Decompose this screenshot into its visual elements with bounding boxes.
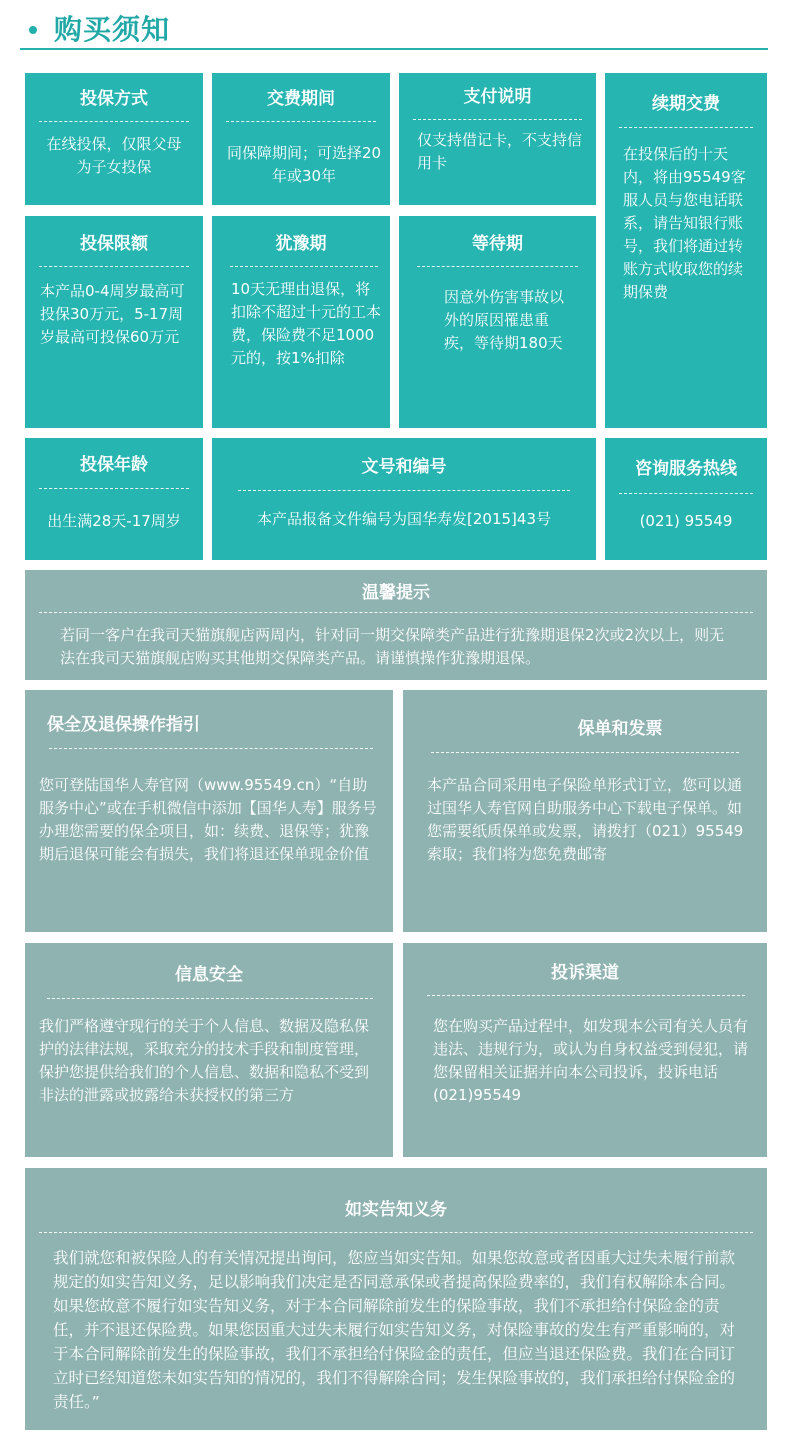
box-insure-method: [25, 73, 203, 205]
box-hesitation: [212, 216, 390, 428]
box-title: 续期交费: [652, 94, 720, 114]
box-text: 10天无理由退保，将扣除不超过十元的工本费，保险费不足1000元的，按1%扣除: [231, 280, 382, 367]
box-text: 本产品0-4周岁最高可投保30万元，5-17周岁最高可投保60万元: [40, 282, 185, 346]
divider: [417, 266, 578, 267]
box-policy-invoice: [403, 690, 767, 932]
box-title: 温馨提示: [362, 583, 430, 603]
box-operation-guide: [25, 690, 393, 932]
box-warm-tip: [25, 570, 767, 680]
box-title: 投保年龄: [80, 455, 148, 475]
box-text: 在线投保，仅限父母为子女投保: [46, 135, 182, 176]
divider: [39, 612, 753, 613]
divider: [619, 127, 753, 128]
divider: [619, 493, 753, 494]
box-title: 文号和编号: [361, 457, 447, 477]
divider: [230, 266, 378, 267]
box-text: (021) 95549: [639, 512, 733, 530]
box-info-security: [25, 943, 393, 1157]
header-divider: [20, 48, 768, 50]
box-title: 犹豫期: [275, 234, 327, 254]
box-text: 仅支持借记卡，不支持信用卡: [417, 131, 583, 172]
divider: [39, 266, 189, 267]
divider: [49, 748, 373, 749]
divider: [39, 488, 189, 489]
box-waiting: [399, 216, 596, 428]
box-text: 本产品报备文件编号为国华寿发[2015]43号: [257, 510, 551, 528]
divider: [39, 1232, 753, 1233]
box-title: 信息安全: [175, 965, 243, 985]
box-insure-age: [25, 438, 203, 560]
box-text: 您可登陆国华人寿官网（www.95549.cn）“自助服务中心”或在手机微信中添加【国华人寿】服务号办理您需要的保全项目，如：续费、退保等；犹豫期后退保可能会有损失，我们将退还保单现金价值: [39, 776, 377, 863]
box-text: 同保障期间；可选择20年或30年: [226, 144, 382, 185]
divider: [427, 995, 745, 996]
box-text: 若同一客户在我司天猫旗舰店两周内，针对同一期交保障类产品进行犹豫期退保2次或2次以上，则无法在我司天猫旗舰店购买其他期交保障类产品。请谨慎操作犹豫期退保。: [60, 626, 725, 667]
box-title: 投保方式: [80, 89, 148, 109]
box-title: 如实告知义务: [345, 1200, 447, 1220]
divider: [47, 998, 373, 999]
box-title: 投保限额: [80, 234, 148, 254]
box-title: 支付说明: [463, 87, 532, 107]
box-title: 交费期间: [267, 89, 335, 109]
box-title: 保全及退保操作指引: [47, 715, 200, 735]
box-text: 我们就您和被保险人的有关情况提出询问，您应当如实告知。如果您故意或者因重大过失未履行前款规定的如实告知义务，足以影响我们决定是否同意承保或者提高保险费率的，我们有权解除本合同。如果您故意不履行如实告知义务，对于本合同解除前发生的保险事故，我们不承担给付保险金的责任，并不退还保险费。如果您因重大过失未履行如实告知义务，对保险事故的发生有严重影响的，对于本合同解除前发生的保险事故，我们不承担给付保险金的责任，但应当退还保险费。我们在合同订立时已经知道您未如实告知的情况的，我们不得解除合同；发生保险事故的，我们承担给付保险金的责任。”: [53, 1249, 736, 1411]
box-text: 在投保后的十天内，将由95549客服人员与您电话联系，请告知银行账号，我们将通过转账方式收取您的续期保费: [623, 145, 746, 301]
box-disclosure-duty: [25, 1168, 767, 1430]
box-text: 我们严格遵守现行的关于个人信息、数据及隐私保护的法律法规，采取充分的技术手段和制度管理，保护您提供给我们的个人信息、数据和隐私不受到非法的泄露或披露给未获授权的第三方: [39, 1017, 370, 1104]
divider: [238, 490, 570, 491]
box-text: 您在购买产品过程中，如发现本公司有关人员有违法、违规行为，或认为自身权益受到侵犯，请您保留相关证据并向本公司投诉，投诉电话(021)95549: [433, 1017, 749, 1104]
box-title: 投诉渠道: [551, 963, 619, 983]
box-hotline: [605, 438, 767, 560]
divider: [413, 119, 582, 120]
divider: [226, 121, 376, 122]
divider: [431, 752, 739, 753]
box-complaint: [403, 943, 767, 1157]
box-pay-period: [212, 73, 390, 205]
box-title: 保单和发票: [577, 719, 663, 739]
page-title: 购买须知: [54, 13, 171, 46]
box-text: 因意外伤害事故以外的原因罹患重疾，等待期180天: [444, 288, 565, 352]
box-text: 出生满28天-17周岁: [47, 512, 181, 530]
box-title: 咨询服务热线: [635, 459, 737, 479]
box-payment-note: [399, 73, 596, 205]
divider: [39, 121, 189, 122]
box-insure-limit: [25, 216, 203, 428]
box-text: 本产品合同采用电子保险单形式订立，您可以通过国华人寿官网自助服务中心下载电子保单。如您需要纸质保单或发票，请拨打（021）95549索取；我们将为您免费邮寄: [427, 776, 744, 863]
box-renewal: [605, 73, 767, 428]
bullet-dot-icon: [29, 26, 37, 34]
box-document-number: [212, 438, 596, 560]
box-title: 等待期: [472, 234, 523, 254]
